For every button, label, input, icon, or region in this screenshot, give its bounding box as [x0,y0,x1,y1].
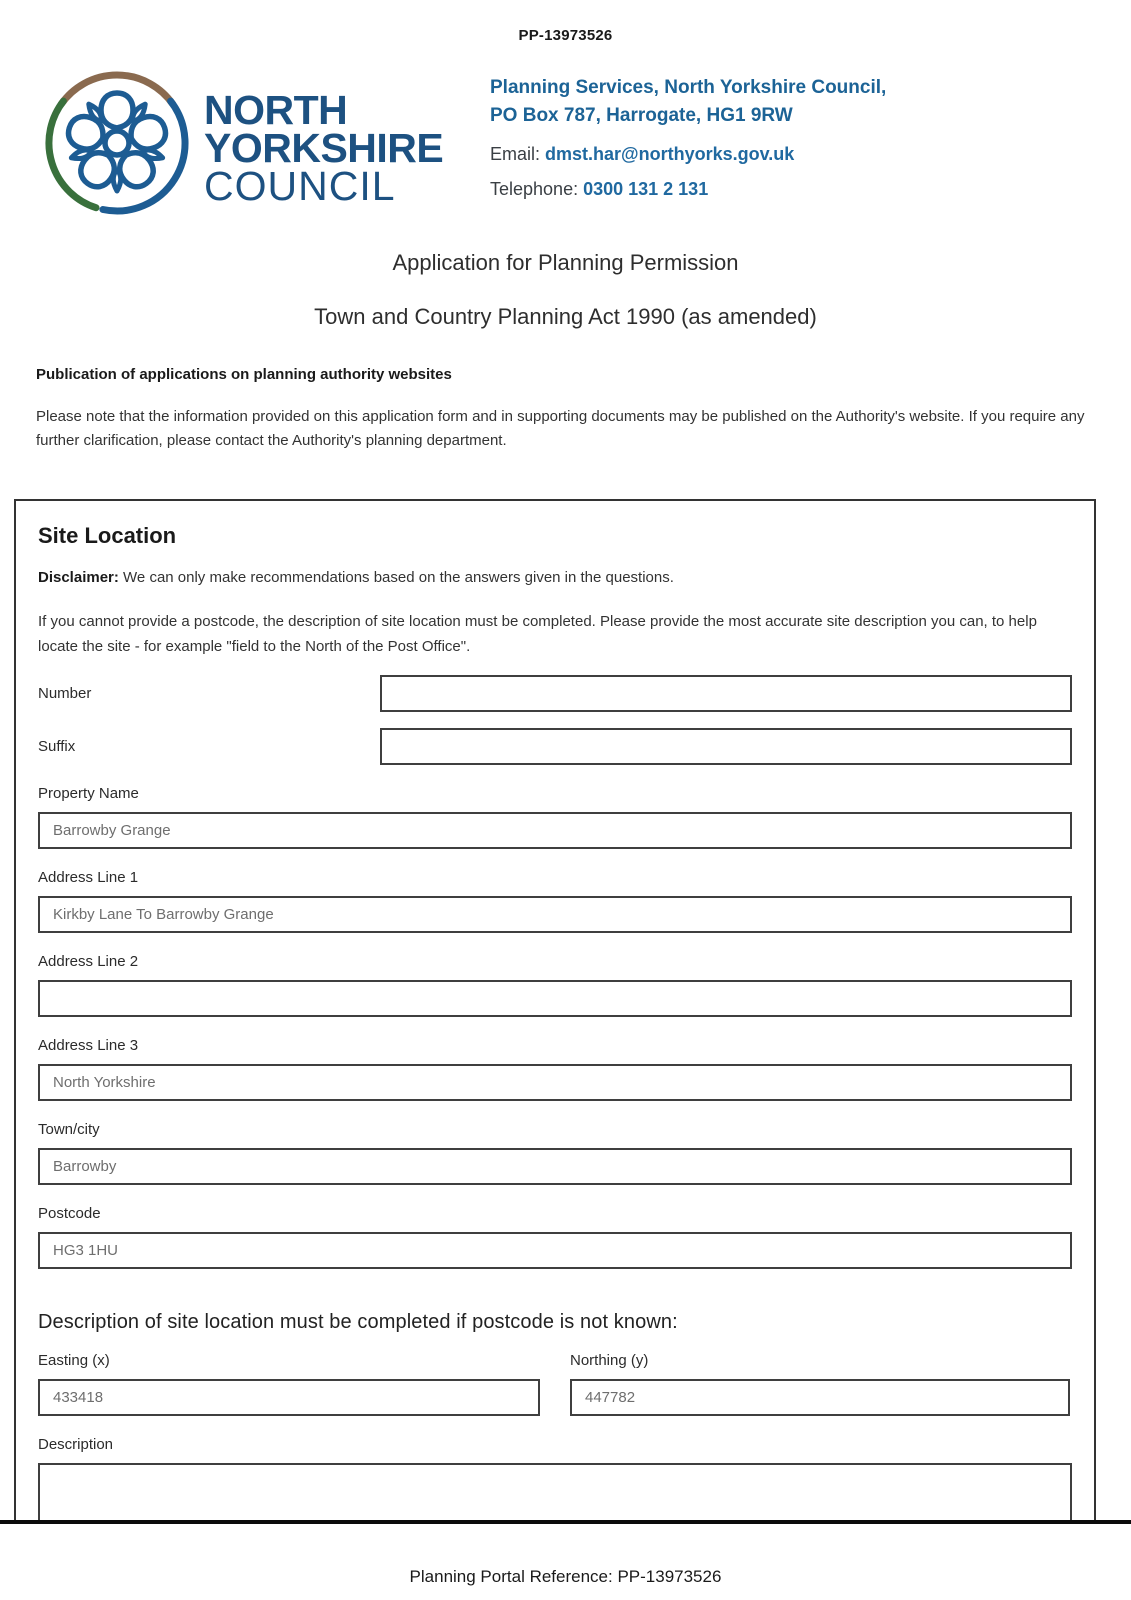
easting-input[interactable] [38,1379,540,1416]
address-line-2-input[interactable] [38,980,1072,1017]
number-input[interactable] [380,675,1072,712]
email-link[interactable]: dmst.har@northyorks.gov.uk [545,144,795,164]
postcode-label: Postcode [38,1205,101,1222]
site-location-section [14,499,1096,1520]
disclaimer-label: Disclaimer: [38,569,119,586]
property-name-field [38,785,1072,849]
document-subtitle: Town and Country Planning Act 1990 (as amended) [314,304,817,329]
address-line-3-input[interactable] [38,1064,1072,1101]
coordinates-row [38,1352,1072,1416]
council-logo [36,68,490,218]
description-input[interactable] [38,1463,1072,1520]
telephone-link[interactable]: 0300 131 2 131 [583,179,709,199]
town-city-label: Town/city [38,1121,100,1138]
suffix-input[interactable] [380,728,1072,765]
contact-email-row [490,144,886,165]
town-city-input[interactable] [38,1148,1072,1185]
disclaimer-body: We can only make recommendations based on the answers given in the questions. [118,569,674,586]
council-wordmark [204,87,444,209]
address-line-2-label: Address Line 2 [38,953,139,970]
easting-label: Easting (x) [38,1352,110,1369]
document-title: Application for Planning Permission [392,250,739,275]
description-field [38,1436,1072,1520]
wordmark-line-1: NORTH [204,87,348,133]
publication-heading: Publication of applications on planning authority websites [36,366,452,383]
contact-address-line-1: Planning Services, North Yorkshire Council, [490,77,887,98]
suffix-field-row [38,728,1072,765]
address-line-1-field [38,869,1072,933]
northing-input[interactable] [570,1379,1070,1416]
northing-field [570,1352,1070,1416]
suffix-label: Suffix [38,738,76,755]
yorkshire-rose-icon [36,68,198,218]
address-line-2-field [38,953,1072,1017]
publication-body: Please note that the information provided on this application form and in supporting documents may be published on the Authority's website. If you require any further clarification, please contact the Authority's planning department. [36,408,1085,449]
site-location-instructions: If you cannot provide a postcode, the description of site location must be completed. Please provide the most accurate site description you can, to help locate the site - for example "field to the North of the Post Office". [38,613,1037,655]
wordmark-line-2: YORKSHIRE [204,125,444,171]
town-city-field [38,1121,1072,1185]
page-break-divider [0,1520,1131,1524]
easting-field [38,1352,540,1416]
planning-portal-reference-top: PP-13973526 [518,27,613,44]
number-label: Number [38,685,92,702]
address-line-3-label: Address Line 3 [38,1037,139,1054]
postcode-field [38,1205,1072,1269]
address-line-1-input[interactable] [38,896,1072,933]
description-section-heading: Description of site location must be completed if postcode is not known: [38,1311,678,1333]
description-label: Description [38,1436,114,1453]
address-line-3-field [38,1037,1072,1101]
postcode-input[interactable] [38,1232,1072,1269]
property-name-input[interactable] [38,812,1072,849]
site-location-heading: Site Location [38,523,177,548]
page-header [36,68,1095,218]
contact-address-line-2: PO Box 787, Harrogate, HG1 9RW [490,105,793,126]
wordmark-line-3: COUNCIL [204,163,396,209]
planning-portal-reference-footer: Planning Portal Reference: PP-13973526 [409,1567,722,1586]
disclaimer-text [38,567,1072,589]
property-name-label: Property Name [38,785,139,802]
number-field-row [38,675,1072,712]
telephone-label: Telephone: [490,179,584,199]
contact-block [490,68,886,200]
northing-label: Northing (y) [570,1352,649,1369]
contact-phone-row [490,179,886,200]
address-line-1-label: Address Line 1 [38,869,139,886]
email-label: Email: [490,144,546,164]
